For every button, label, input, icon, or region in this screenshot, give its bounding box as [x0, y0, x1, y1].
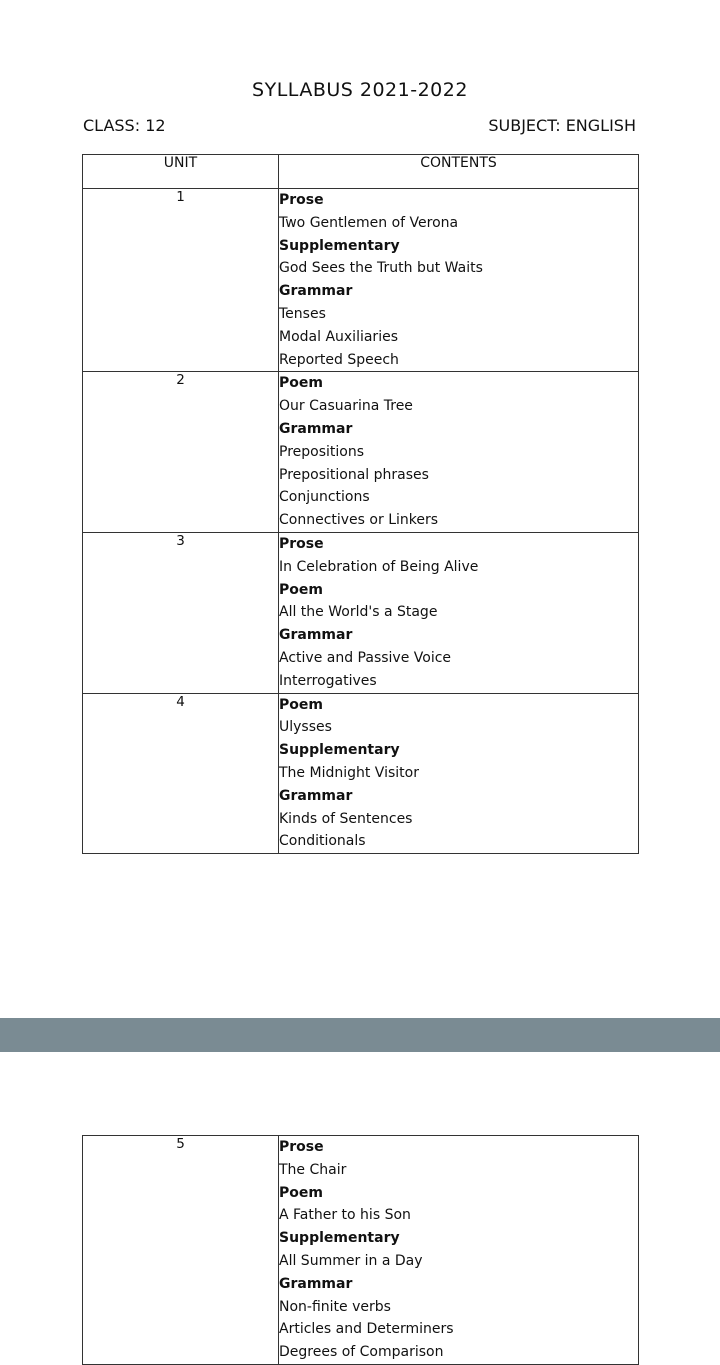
section-heading: Poem	[279, 375, 323, 392]
content-item: All Summer in a Day	[279, 1252, 423, 1269]
section-heading: Grammar	[279, 420, 353, 437]
content-item: Degrees of Comparison	[279, 1344, 444, 1361]
section-heading: Prose	[279, 192, 324, 208]
table-row	[83, 693, 639, 854]
unit-contents	[279, 372, 639, 533]
section-heading: Poem	[279, 1184, 323, 1201]
subject-label: SUBJECT: ENGLISH	[488, 116, 636, 135]
document-page-2	[0, 1052, 720, 1360]
content-item: Interrogatives	[279, 672, 377, 689]
table-row	[83, 372, 639, 533]
unit-number: 5	[83, 1136, 279, 1365]
section-heading: Poem	[279, 696, 323, 713]
unit-column-header: UNIT	[83, 155, 279, 189]
content-item: Active and Passive Voice	[279, 649, 452, 666]
unit-contents	[279, 532, 639, 693]
content-item: Prepositional phrases	[279, 466, 429, 483]
content-item: A Father to his Son	[279, 1207, 411, 1224]
content-item: Our Casuarina Tree	[279, 398, 413, 415]
content-item: Conditionals	[279, 833, 366, 850]
unit-number: 3	[83, 532, 279, 693]
content-item: Articles and Determiners	[279, 1321, 454, 1338]
document-title: SYLLABUS 2021-2022	[252, 79, 468, 101]
content-item: Kinds of Sentences	[279, 810, 413, 827]
section-heading: Grammar	[279, 787, 353, 804]
unit-contents	[279, 693, 639, 854]
content-item: The Chair	[279, 1161, 347, 1178]
content-item: All the World's a Stage	[279, 604, 438, 621]
unit-number: 4	[83, 693, 279, 854]
content-item: Two Gentlemen of Verona	[279, 214, 459, 231]
unit-contents	[279, 189, 639, 372]
table-row	[83, 1136, 639, 1365]
table-row	[83, 189, 639, 372]
table-row	[83, 532, 639, 693]
content-item: Non-finite verbs	[279, 1298, 391, 1315]
section-heading: Prose	[279, 535, 324, 552]
section-heading: Grammar	[279, 627, 353, 644]
unit-number: 1	[83, 189, 279, 372]
content-item: In Celebration of Being Alive	[279, 558, 479, 575]
content-item: Modal Auxiliaries	[279, 328, 398, 345]
table-header-row	[83, 155, 639, 189]
content-item: Prepositions	[279, 443, 365, 460]
class-label: CLASS: 12	[83, 116, 166, 135]
section-heading: Supplementary	[279, 1230, 400, 1247]
section-heading: Supplementary	[279, 237, 400, 254]
unit-contents	[279, 1136, 639, 1365]
syllabus-table-continued	[82, 1135, 639, 1365]
section-heading: Prose	[279, 1139, 324, 1155]
content-item: Conjunctions	[279, 489, 370, 506]
content-item: Reported Speech	[279, 351, 399, 368]
section-heading: Grammar	[279, 283, 353, 300]
section-heading: Poem	[279, 581, 323, 598]
content-item: Ulysses	[279, 719, 332, 736]
section-heading: Grammar	[279, 1275, 353, 1292]
unit-number: 2	[83, 372, 279, 533]
content-item: God Sees the Truth but Waits	[279, 260, 483, 277]
content-item: Connectives or Linkers	[279, 512, 439, 529]
content-item: The Midnight Visitor	[279, 764, 419, 781]
syllabus-table	[82, 154, 639, 854]
page-divider	[0, 1018, 720, 1052]
section-heading: Supplementary	[279, 742, 400, 759]
contents-column-header: CONTENTS	[279, 155, 639, 189]
content-item: Tenses	[279, 305, 326, 322]
